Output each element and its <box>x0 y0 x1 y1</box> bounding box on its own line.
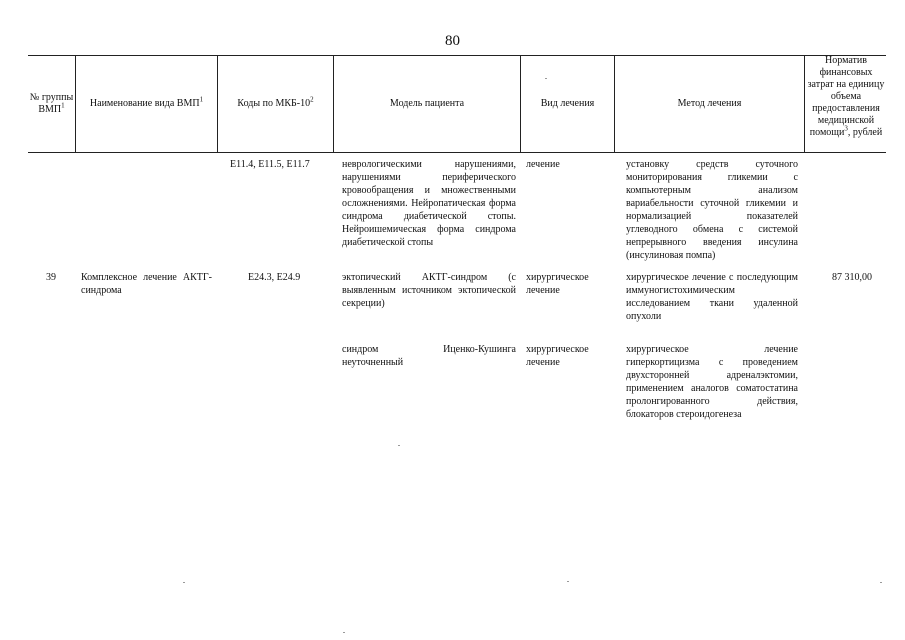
header-treatment-type: Вид лечения <box>540 98 595 109</box>
scan-speck <box>880 582 882 583</box>
row-1-treatment-method: установку средств суточного мониторирования гликемии с компьютерным анализом вариабельности суточной гликемии и нормализацией показателей углеводного обмена с системой непрерывного введения инсулина (инсулиновая помпа) <box>626 159 798 261</box>
page-number: 80 <box>445 33 460 49</box>
row-2-norm: 87 310,00 <box>832 272 872 283</box>
row-3-treatment-method: хирургическое лечение гиперкортицизма с проведением двухсторонней адреналэктомии, применением аналогов соматостатина пролонгированного действия, блокаторов стероидогенеза <box>626 344 798 420</box>
row-1-treatment-type: лечение <box>526 159 560 170</box>
header-norm: Норматив финансовых затрат на единицу объема предоставления медицинской помощи$^3$, рублей <box>807 55 885 138</box>
scan-speck <box>567 581 569 582</box>
table-header-bottom-border <box>28 152 886 153</box>
header-vmp-name: Наименование вида ВМП$^1$ <box>89 95 204 109</box>
header-icd-codes: Коды по МКБ-$10^2$ <box>237 95 314 109</box>
header-group-no: № группы ВМП$^1$ <box>29 92 74 115</box>
column-divider <box>804 55 805 153</box>
row-2-codes: E24.3, E24.9 <box>248 272 301 283</box>
row-2-vmp-name: Комплексное лечение АКТГ-синдрома <box>81 272 212 296</box>
scan-speck <box>398 445 400 446</box>
row-3-treatment-type: хирургическое лечение <box>526 344 589 368</box>
row-3-patient-model: синдром Иценко-Кушинга неуточненный <box>342 344 516 368</box>
row-1-codes: E11.4, E11.5, E11.7 <box>230 159 310 170</box>
row-1-patient-model: неврологическими нарушениями, нарушениями периферического кровообращения и множественными осложнениями. Нейропатическая форма синдрома диабетической стопы. Нейроишемическая форма синдрома диабетической стопы <box>342 159 516 248</box>
row-2-group-no: 39 <box>46 272 56 283</box>
row-2-patient-model: эктопический АКТГ-синдром (с выявленным источником эктопической секреции) <box>342 272 516 309</box>
scan-speck <box>545 78 547 79</box>
row-2-treatment-method: хирургическое лечение с последующим иммуногистохимическим исследованием ткани удаленной опухоли <box>626 272 798 322</box>
header-patient-model: Модель пациента <box>389 98 465 109</box>
scan-speck <box>343 632 345 633</box>
header-treatment-method: Метод лечения <box>677 98 742 109</box>
row-2-treatment-type: хирургическое лечение <box>526 272 589 296</box>
scan-speck <box>183 582 185 583</box>
